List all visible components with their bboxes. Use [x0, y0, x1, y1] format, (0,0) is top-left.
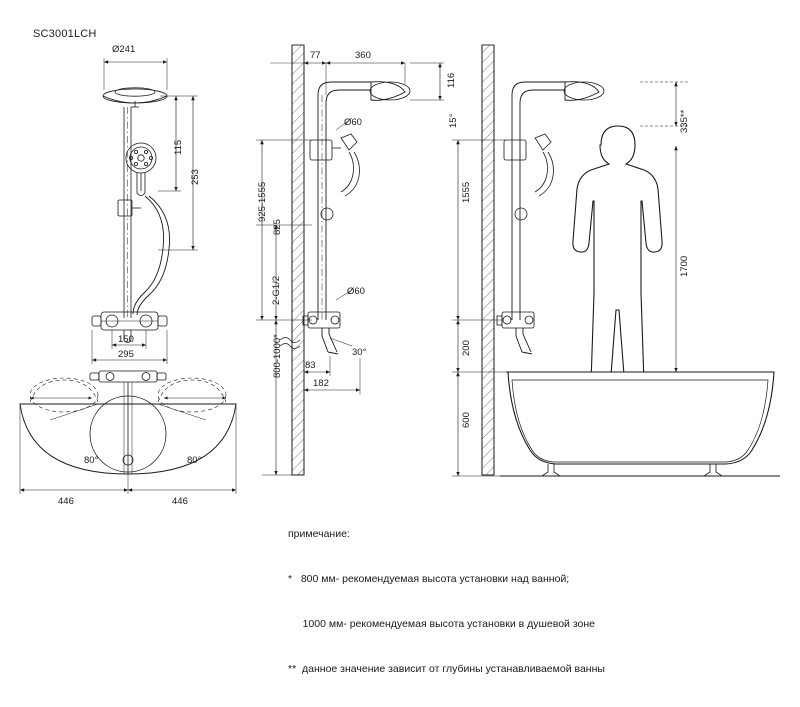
dim-925-1555: 925-1555 — [257, 181, 268, 222]
dim-600: 600 — [461, 412, 472, 428]
note-line-1: * 800 мм- рекомендуемая высота установки над ванной; — [288, 573, 570, 585]
dim-angle-15: 15° — [448, 113, 459, 128]
dim-360: 360 — [355, 50, 371, 61]
dim-77: 77 — [310, 50, 321, 61]
dim-800-1000: 800-1000* — [272, 334, 283, 378]
dim-diameter-60-bottom: Ø60 — [347, 286, 365, 297]
dim-116: 116 — [446, 72, 457, 88]
dim-182: 182 — [313, 378, 329, 389]
dim-1700: 1700 — [679, 255, 690, 277]
dim-diameter-60-top: Ø60 — [344, 117, 362, 128]
dim-825: 825 — [272, 219, 283, 235]
dim-angle-80-right: 80° — [187, 455, 202, 466]
human-bath-geometry — [452, 45, 780, 476]
dim-335: 335** — [679, 109, 690, 133]
front-view-geometry — [92, 58, 198, 364]
dim-2-g12: 2-G1/2 — [271, 275, 282, 305]
model-code-label: SC3001LCH — [33, 28, 97, 40]
dim-150: 150 — [118, 334, 134, 345]
dim-115: 115 — [173, 139, 184, 155]
dim-200: 200 — [461, 340, 472, 356]
dim-446-left: 446 — [58, 496, 74, 507]
dim-83: 83 — [305, 360, 316, 371]
notes-title: примечание: — [288, 528, 350, 540]
dim-angle-80-left: 80° — [84, 455, 99, 466]
dim-diameter-241: Ø241 — [112, 44, 136, 55]
notes-block — [288, 497, 605, 707]
side-view-geometry — [256, 45, 444, 475]
dim-1555: 1555 — [461, 181, 472, 203]
note-line-2: 1000 мм- рекомендуемая высота установки в душевой зоне — [288, 618, 596, 630]
note-line-3: ** данное значение зависит от глубины устанавливаемой ванны — [288, 663, 605, 675]
dim-446-right: 446 — [172, 496, 188, 507]
dim-295: 295 — [118, 349, 134, 360]
dim-253: 253 — [190, 169, 201, 185]
plan-view-geometry — [20, 371, 236, 494]
dim-angle-30: 30° — [352, 347, 367, 358]
